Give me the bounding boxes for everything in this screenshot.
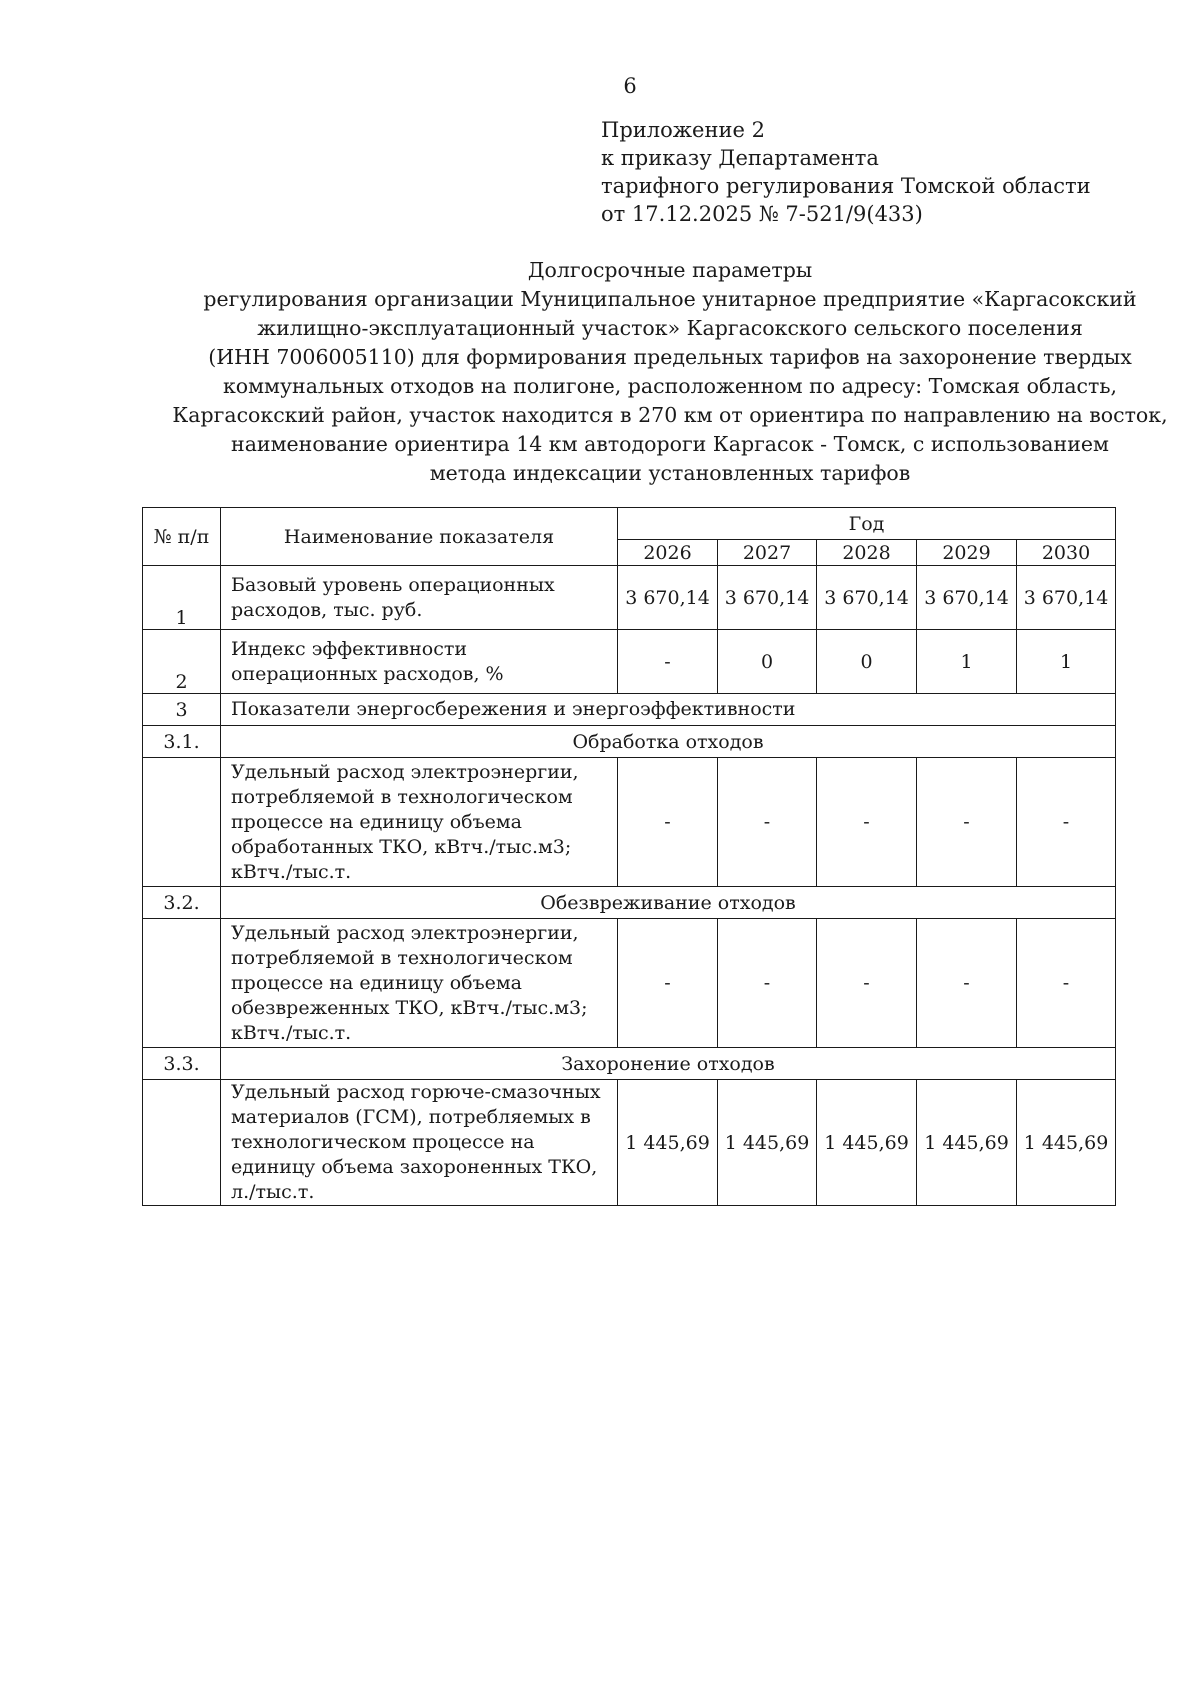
header-row <box>143 508 1116 540</box>
row-num-empty <box>143 919 221 1048</box>
header-year: 2026 <box>618 540 718 566</box>
row-value: 1 445,69 <box>618 1080 718 1206</box>
row-name: Удельный расход горюче-смазочных материалов (ГСМ), потребляемых в технологическом процессе на единицу объема захороненных ТКО, л./тыс.т. <box>221 1080 618 1206</box>
row-value: - <box>817 758 917 887</box>
title-line: регулирования организации Муниципальное унитарное предприятие «Каргасокский <box>203 287 1137 311</box>
subsection-title: Захоронение отходов <box>221 1048 1116 1080</box>
table-row <box>143 1080 1116 1206</box>
subsection-title: Обезвреживание отходов <box>221 887 1116 919</box>
row-name: Удельный расход электроэнергии, потребляемой в технологическом процессе на единицу объема обезвреженных ТКО, кВтч./тыс.м3; кВтч./тыс.т. <box>221 919 618 1048</box>
subsection-row <box>143 1048 1116 1080</box>
table-row <box>143 630 1116 694</box>
row-value: - <box>618 758 718 887</box>
row-value: 0 <box>718 630 817 694</box>
table-row <box>143 566 1116 630</box>
row-value: 3 670,14 <box>817 566 917 630</box>
title-line: жилищно-эксплуатационный участок» Каргасокского сельского поселения <box>257 316 1083 340</box>
row-value: 3 670,14 <box>917 566 1017 630</box>
row-value: 3 670,14 <box>618 566 718 630</box>
header-year: 2028 <box>817 540 917 566</box>
section-row <box>143 694 1116 726</box>
title-line: Каргасокский район, участок находится в 270 км от ориентира по направлению на восток, <box>172 403 1168 427</box>
title-line: коммунальных отходов на полигоне, расположенном по адресу: Томская область, <box>222 374 1118 398</box>
section-num: 3 <box>143 694 221 726</box>
document-title <box>120 256 1200 488</box>
row-value: - <box>718 919 817 1048</box>
row-value: 1 445,69 <box>1017 1080 1116 1206</box>
subsection-title: Обработка отходов <box>221 726 1116 758</box>
appendix-line: к приказу Департамента <box>601 146 879 170</box>
subsection-row <box>143 887 1116 919</box>
parameters-table <box>142 507 1116 1206</box>
row-value: 1 <box>1017 630 1116 694</box>
row-value: 1 445,69 <box>917 1080 1017 1206</box>
row-num-empty <box>143 1080 221 1206</box>
row-value: 1 <box>917 630 1017 694</box>
page-number: 6 <box>623 74 637 98</box>
row-value: - <box>817 919 917 1048</box>
row-name: Базовый уровень операционных расходов, тыс. руб. <box>221 566 618 630</box>
table-row <box>143 758 1116 887</box>
row-value: - <box>618 630 718 694</box>
row-num: 1 <box>143 566 221 630</box>
row-value: - <box>1017 919 1116 1048</box>
row-num: 2 <box>143 630 221 694</box>
subsection-num: 3.1. <box>143 726 221 758</box>
row-value: - <box>1017 758 1116 887</box>
row-value: 1 445,69 <box>817 1080 917 1206</box>
title-line: Долгосрочные параметры <box>527 258 813 282</box>
row-value: 3 670,14 <box>718 566 817 630</box>
appendix-block <box>601 116 1161 228</box>
header-name: Наименование показателя <box>221 508 618 566</box>
row-name: Удельный расход электроэнергии, потребляемой в технологическом процессе на единицу объема обработанных ТКО, кВтч./тыс.м3; кВтч./тыс.т. <box>221 758 618 887</box>
header-year: 2029 <box>917 540 1017 566</box>
header-year-group: Год <box>618 508 1116 540</box>
row-num-empty <box>143 758 221 887</box>
row-value: 0 <box>817 630 917 694</box>
row-value: 1 445,69 <box>718 1080 817 1206</box>
row-value: 3 670,14 <box>1017 566 1116 630</box>
header-num: № п/п <box>143 508 221 566</box>
table-row <box>143 919 1116 1048</box>
row-name: Индекс эффективности операционных расходов, % <box>221 630 618 694</box>
title-line: наименование ориентира 14 км автодороги Каргасок - Томск, с использованием <box>231 432 1109 456</box>
title-line: (ИНН 7006005110) для формирования предельных тарифов на захоронение твердых <box>208 345 1132 369</box>
appendix-line: от 17.12.2025 № 7-521/9(433) <box>601 202 923 226</box>
row-value: - <box>618 919 718 1048</box>
row-value: - <box>718 758 817 887</box>
subsection-row <box>143 726 1116 758</box>
section-name: Показатели энергосбережения и энергоэффективности <box>221 694 1116 726</box>
appendix-line: тарифного регулирования Томской области <box>601 174 1091 198</box>
subsection-num: 3.2. <box>143 887 221 919</box>
row-value: - <box>917 919 1017 1048</box>
title-line: метода индексации установленных тарифов <box>429 461 911 485</box>
row-value: - <box>917 758 1017 887</box>
subsection-num: 3.3. <box>143 1048 221 1080</box>
header-year: 2027 <box>718 540 817 566</box>
header-year: 2030 <box>1017 540 1116 566</box>
appendix-line: Приложение 2 <box>601 118 765 142</box>
